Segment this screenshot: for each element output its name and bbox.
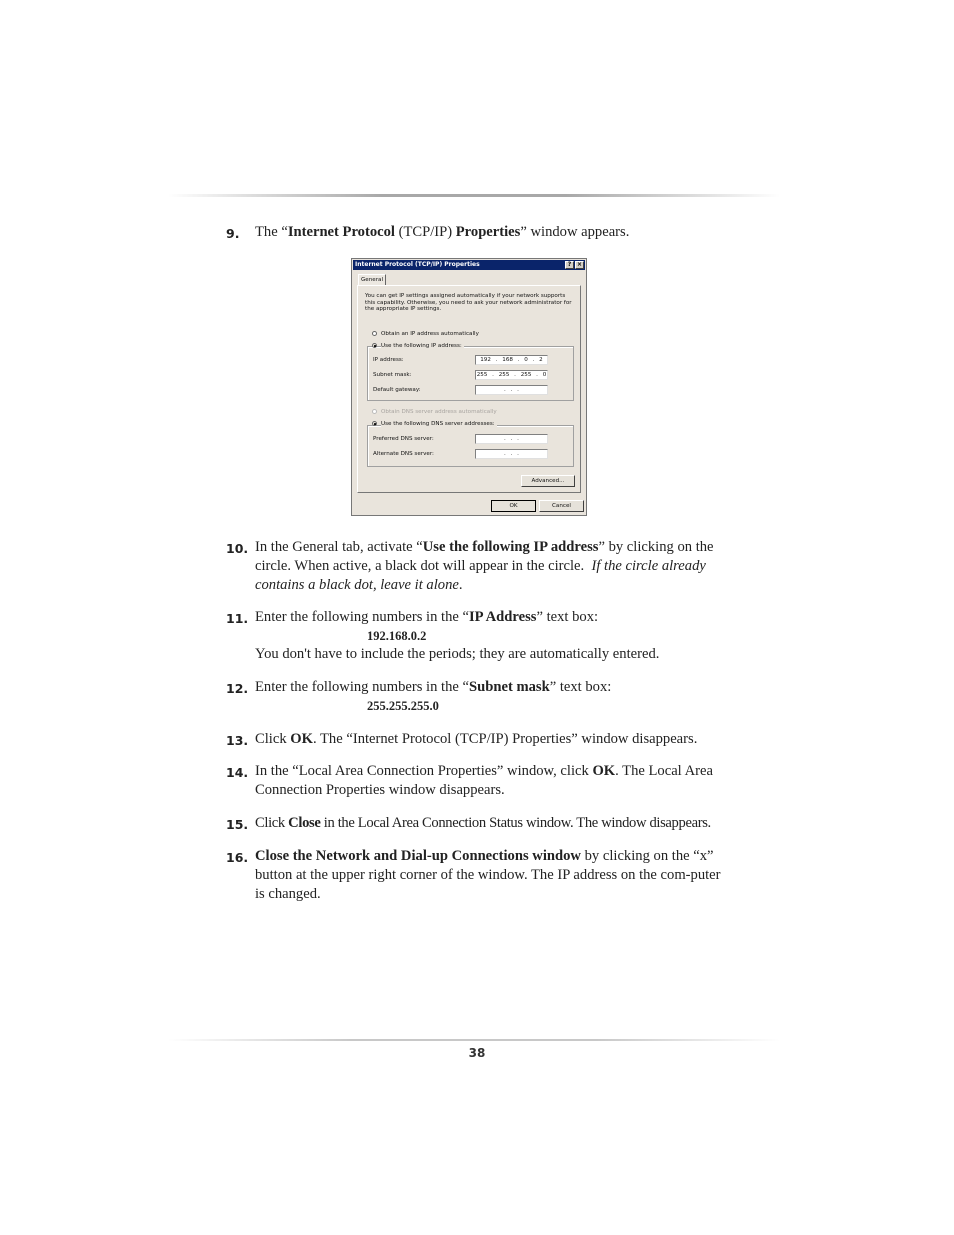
ip-address-value: 192.168.0.2 [367, 629, 427, 643]
step-number: 15. [226, 817, 249, 832]
tcpip-properties-dialog: Internet Protocol (TCP/IP) Properties ? × General You can get IP settings assigned automatically if your network supports this capability. Otherwise, you need to ask your network administrator for the appropriate IP settings. Obtain an IP address automatically Use the following IP address: IP address: 192 . 168 . 0 . 2 Subnet mask: 255 . 255 . 255 . 0 Default gateway: . . . Obtain DNS server address automatically Use the following DNS server addresses: Preferred DNS server: . . . Alternate DNS server: . . . Advanced... OK Cancel [351, 258, 587, 516]
radio-obtain-ip-auto[interactable] [372, 331, 377, 336]
radio-use-following-dns[interactable] [372, 421, 377, 426]
advanced-button[interactable]: Advanced... [521, 475, 575, 487]
ip-address-input[interactable]: 192 . 168 . 0 . 2 [475, 355, 548, 365]
step-9: 9. The “Internet Protocol (TCP/IP) Properties” window appears. [226, 224, 630, 241]
footer-rule [168, 1039, 780, 1041]
default-gateway-input[interactable]: . . . [475, 385, 548, 395]
subnet-mask-value: 255.255.255.0 [367, 699, 439, 713]
radio-obtain-dns-auto[interactable] [372, 409, 377, 414]
step-12: 12. Enter the following numbers in the “Subnet mask” text box: 255.255.255.0 [226, 678, 726, 715]
ok-button[interactable]: OK [491, 500, 536, 512]
step-number: 12. [226, 681, 249, 696]
preferred-dns-input[interactable]: . . . [475, 434, 548, 444]
step-11: 11. Enter the following numbers in the “IP Address” text box: 192.168.0.2 You don't have to include the periods; they are automatically entered. [226, 608, 726, 664]
step-13: 13. Click OK. The “Internet Protocol (TCP/IP) Properties” window disappears. [226, 731, 698, 748]
help-icon[interactable]: ? [565, 261, 574, 269]
step-number: 16. [226, 850, 249, 865]
step-16: 16. Close the Network and Dial-up Connections window by clicking on the “x” button at the upper right corner of the window. The IP address on the com-puter is changed. [226, 848, 721, 902]
dialog-title: Internet Protocol (TCP/IP) Properties [355, 261, 480, 268]
subnet-mask-input[interactable]: 255 . 255 . 255 . 0 [476, 372, 547, 378]
header-rule [168, 194, 780, 197]
cancel-button[interactable]: Cancel [539, 500, 584, 512]
dialog-intro-text: You can get IP settings assigned automatically if your network supports this capability. Otherwise, you need to ask your network administrator for the appropriate IP settings. [365, 293, 572, 312]
step-14: 14. In the “Local Area Connection Properties” window, click OK. The Local Area Connection Properties window disappears. [226, 763, 713, 798]
close-icon[interactable]: × [576, 261, 583, 268]
page-number: 38 [468, 1046, 486, 1060]
radio-use-following-ip[interactable] [372, 343, 377, 348]
tab-general[interactable]: General [358, 274, 386, 286]
step-10: 10. In the General tab, activate “Use the following IP address” by clicking on the circle. When active, a black dot will appear in the circle. If the circle already contains a black dot, leave it alone. [226, 539, 714, 593]
dialog-title-bar [353, 260, 585, 270]
step-15: 15. Click Close in the Local Area Connection Status window. The window disappears. [226, 815, 711, 832]
step-number: 13. [226, 733, 249, 748]
step-number: 10. [226, 541, 249, 556]
step-number: 11. [226, 611, 249, 626]
step-number: 14. [226, 765, 249, 780]
step-number: 9. [226, 226, 240, 241]
dns-server-group [367, 425, 574, 467]
alternate-dns-input[interactable]: . . . [475, 449, 548, 459]
